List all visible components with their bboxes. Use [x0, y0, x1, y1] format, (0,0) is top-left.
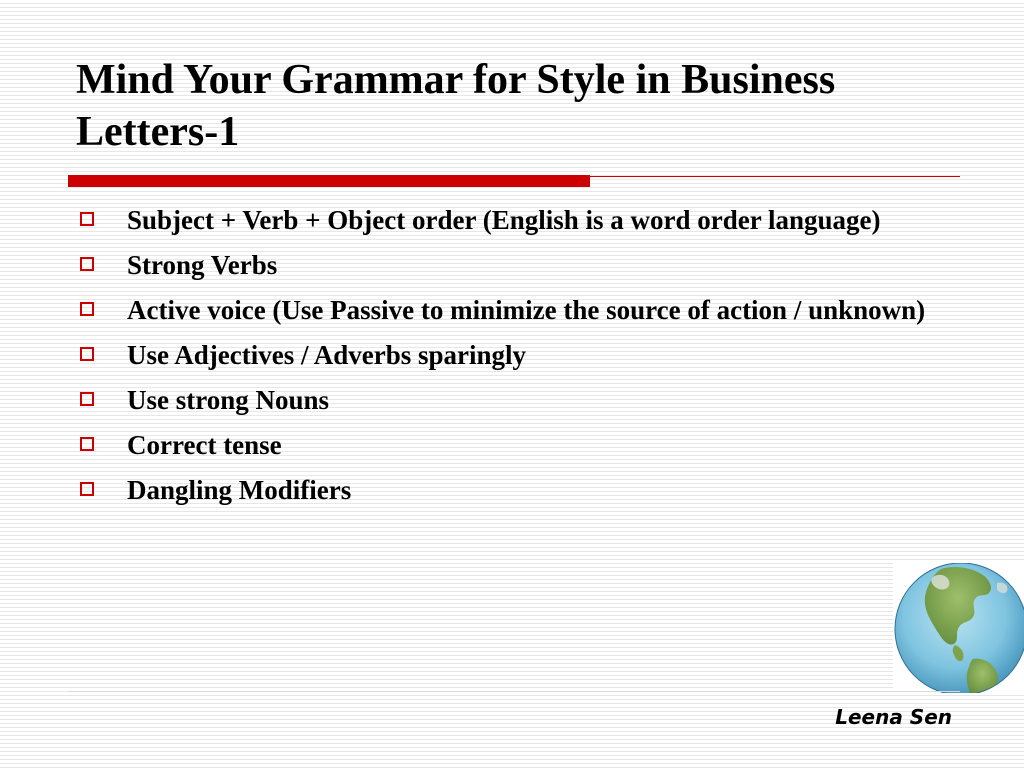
bullet-text: Subject + Verb + Object order (English is a word order language) — [127, 205, 881, 235]
bullet-item — [76, 337, 1006, 374]
bullet-item — [76, 472, 1006, 509]
bullet-text: Use strong Nouns — [127, 385, 330, 415]
bullet-text: Strong Verbs — [127, 250, 278, 280]
bullet-text: Correct tense — [127, 430, 282, 460]
bullet-text: Use Adjectives / Adverbs sparingly — [127, 340, 527, 370]
hollow-square-icon — [80, 437, 94, 451]
hollow-square-icon — [80, 212, 94, 226]
bullet-item — [76, 382, 1006, 419]
bullet-text: Dangling Modifiers — [127, 475, 352, 505]
hollow-square-icon — [80, 482, 94, 496]
bullet-item — [76, 202, 1006, 239]
hollow-square-icon — [80, 257, 94, 271]
hollow-square-icon — [80, 347, 94, 361]
bullet-item — [76, 247, 1006, 284]
slide-title: Mind Your Grammar for Style in Business Letters-1 — [76, 57, 836, 155]
footer-divider — [68, 691, 960, 692]
hollow-square-icon — [80, 392, 94, 406]
bullet-item — [76, 427, 1006, 464]
author-name: Leena Sen — [835, 705, 952, 729]
bullet-text: Active voice (Use Passive to minimize the source of action / unknown) — [127, 295, 926, 325]
title-underline-thick — [68, 175, 590, 187]
bullet-item — [76, 292, 1006, 329]
globe-icon — [893, 563, 1024, 693]
hollow-square-icon — [80, 302, 94, 316]
globe-image — [893, 563, 1024, 693]
bullet-list — [76, 202, 1006, 517]
